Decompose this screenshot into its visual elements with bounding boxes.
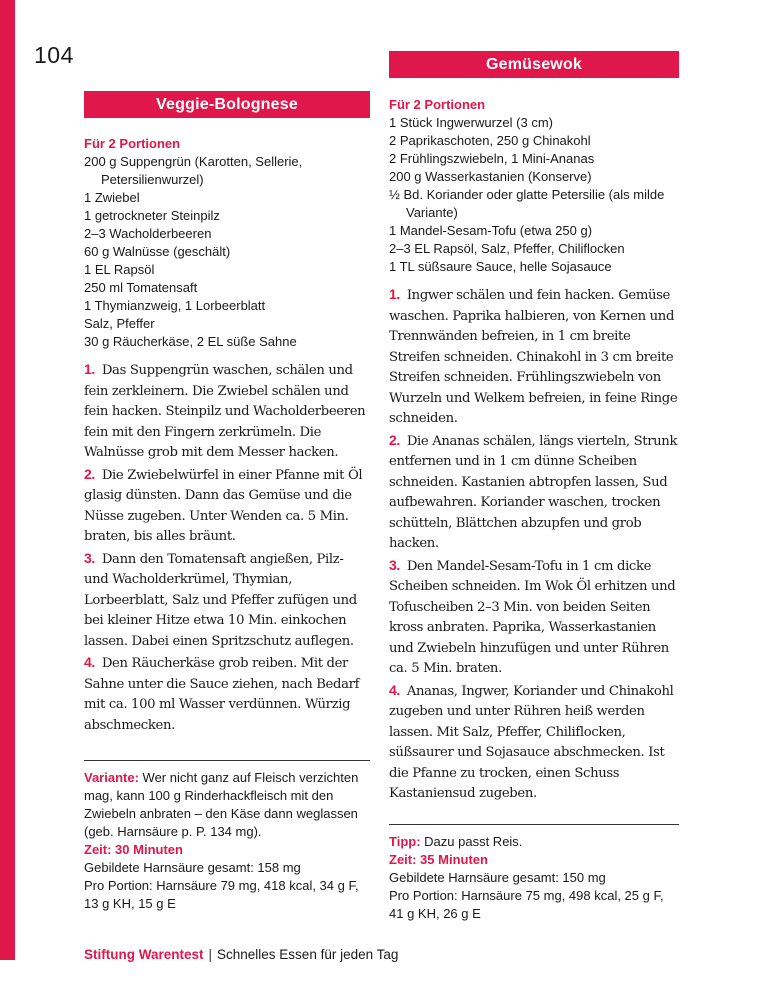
- instruction-step: [389, 680, 679, 805]
- nutrition-per-portion: Pro Portion: Harnsäure 75 mg, 498 kcal, 25 g F, 41 g KH, 26 g E: [389, 887, 664, 921]
- tip-text: Dazu passt Reis.: [424, 833, 523, 849]
- recipe-notes: [84, 769, 370, 913]
- recipe-notes: [389, 833, 679, 923]
- uric-acid-total: Gebildete Harnsäure gesamt: 158 mg: [84, 860, 301, 875]
- step-text: Den Räucherkäse grob reiben. Mit der Sahne unter die Sauce ziehen, nach Bedarf mit ca. 100 ml Wasser verdünnen. Würzig abschmecken.: [84, 656, 360, 733]
- ingredient-item: 1 TL süßsaure Sauce, helle Sojasauce: [389, 259, 612, 274]
- instruction-step: [389, 555, 679, 680]
- portions-label: Für 2 Portionen: [84, 136, 181, 151]
- instruction-step: [389, 430, 679, 555]
- instruction-step: [84, 464, 370, 548]
- ingredient-list: [389, 114, 679, 276]
- book-title: Schnelles Essen für jeden Tag: [217, 947, 399, 962]
- instruction-step: [84, 548, 370, 653]
- instruction-steps: [84, 359, 370, 736]
- tip-note: [389, 833, 679, 851]
- ingredient-item: ½ Bd. Koriander oder glatte Petersilie (als milde Variante): [389, 187, 665, 220]
- ingredient-item: 1 Mandel-Sesam-Tofu (etwa 250 g): [389, 223, 593, 238]
- step-number: 3.: [84, 549, 95, 566]
- step-number: 3.: [389, 556, 400, 573]
- instruction-steps: [389, 284, 679, 805]
- ingredient-item: 1 Stück Ingwerwurzel (3 cm): [389, 115, 553, 130]
- uric-acid-total: Gebildete Harnsäure gesamt: 150 mg: [389, 869, 606, 885]
- instruction-step: [389, 284, 679, 430]
- step-number: 1.: [389, 286, 400, 302]
- step-text: Den Mandel-Sesam-Tofu in 1 cm dicke Scheiben schneiden. Im Wok Öl erhitzen und Tofuscheiben 2–3 Min. von beiden Seiten kross anbraten. Paprika, Wasserkastanien und Zwiebeln hinzufügen und unter Rühren ca. 5 Min. braten.: [389, 558, 676, 676]
- publisher-brand: Stiftung Warentest: [84, 947, 204, 962]
- step-number: 2.: [84, 465, 95, 482]
- ingredient-item: 250 ml Tomatensaft: [84, 280, 198, 295]
- page-number: 104: [34, 42, 74, 68]
- ingredient-item: 200 g Suppengrün (Karotten, Sellerie, Petersilienwurzel): [84, 154, 303, 187]
- nutrition-per-portion: Pro Portion: Harnsäure 79 mg, 418 kcal, 34 g F, 13 g KH, 15 g E: [84, 878, 359, 911]
- ingredient-item: 200 g Wasserkastanien (Konserve): [389, 169, 592, 184]
- ingredient-item: 2 Frühlingszwiebeln, 1 Mini-Ananas: [389, 151, 595, 166]
- ingredient-item: 30 g Räucherkäse, 2 EL süße Sahne: [84, 334, 297, 349]
- step-text: Ananas, Ingwer, Koriander und Chinakohl zugeben und unter Rühren heiß werden lassen. Mit Salz, Pfeffer, Chiliflocken, süßsaurer und Sojasauce abschmecken. Ist die Pfanne zu trocken, einen Schuss Kastaniensud zugeben.: [389, 683, 674, 801]
- step-text: Das Suppengrün waschen, schälen und fein zerkleinern. Die Zwiebel schälen und fein hacken. Steinpilz und Wacholderbeeren fein mit den Fingern zerkrümeln. Die Walnüsse grob mit dem Messer hacken.: [84, 363, 366, 460]
- recipe-veggie-bolognese: [84, 0, 370, 913]
- page-footer: [84, 947, 398, 962]
- ingredient-item: 2–3 Wacholderbeeren: [84, 226, 212, 241]
- divider: [84, 760, 370, 761]
- prep-time: Zeit: 30 Minuten: [84, 842, 183, 857]
- step-text: Ingwer schälen und fein hacken. Gemüse waschen. Paprika halbieren, von Kernen und Trennwänden befreien, in 1 cm breite Streifen schneiden. Chinakohl in 3 cm breite Streifen schneiden. Frühlingszwiebeln von Wurzeln und Welkem befreien, in feine Ringe schneiden.: [389, 288, 678, 426]
- ingredient-list: [84, 153, 370, 351]
- instruction-step: [84, 359, 370, 464]
- portions-label: Für 2 Portionen: [389, 97, 486, 112]
- ingredient-item: 1 getrockneter Steinpilz: [84, 208, 220, 223]
- recipe-title: Gemüsewok: [389, 51, 679, 78]
- divider: [389, 824, 679, 825]
- recipe-gemuesewok: [389, 0, 679, 923]
- ingredient-item: 2–3 EL Rapsöl, Salz, Pfeffer, Chiliflocken: [389, 241, 625, 256]
- instruction-step: [84, 652, 370, 736]
- ingredient-item: 60 g Walnüsse (geschält): [84, 244, 231, 259]
- tip-label: Tipp:: [389, 833, 421, 849]
- ingredient-item: 1 EL Rapsöl: [84, 262, 155, 277]
- step-text: Dann den Tomatensaft angießen, Pilz- und Wacholderkrümel, Thymian, Lorbeerblatt, Salz und Pfeffer zufügen und bei kleiner Hitze etwa 10 Min. einkochen lassen. Dabei einen Spritzschutz auflegen.: [84, 551, 357, 649]
- step-number: 4.: [389, 681, 400, 698]
- step-number: 4.: [84, 654, 95, 670]
- ingredient-item: Salz, Pfeffer: [84, 316, 155, 331]
- footer-separator: |: [208, 947, 213, 962]
- ingredient-item: 1 Thymianzweig, 1 Lorbeerblatt: [84, 298, 266, 313]
- step-number: 2.: [389, 431, 400, 448]
- variant-label: Variante:: [84, 770, 139, 785]
- ingredient-item: 1 Zwiebel: [84, 190, 140, 205]
- variant-text: Wer nicht ganz auf Fleisch verzichten mag, kann 100 g Rinderhackfleisch mit den Zwiebeln anbraten – den Käse dann weglassen (geb. Harnsäure p. P. 134 mg).: [84, 770, 359, 839]
- step-text: Die Ananas schälen, längs vierteln, Strunk entfernen und in 1 cm dünne Scheiben schneiden. Kastanien abtropfen lassen, Sud aufbewahren. Koriander waschen, trocken schütteln, Blättchen abzupfen und grob hacken.: [389, 433, 678, 551]
- step-number: 1.: [84, 361, 95, 377]
- prep-time: Zeit: 35 Minuten: [389, 851, 488, 867]
- recipe-title: Veggie-Bolognese: [84, 91, 370, 118]
- step-text: Die Zwiebelwürfel in einer Pfanne mit Öl glasig dünsten. Dann das Gemüse und die Nüsse zugeben. Unter Wenden ca. 5 Min. braten, bis alles bräunt.: [84, 467, 363, 544]
- ingredient-item: 2 Paprikaschoten, 250 g Chinakohl: [389, 133, 591, 148]
- variant-note: [84, 769, 370, 841]
- page-edge-bar: [0, 0, 15, 960]
